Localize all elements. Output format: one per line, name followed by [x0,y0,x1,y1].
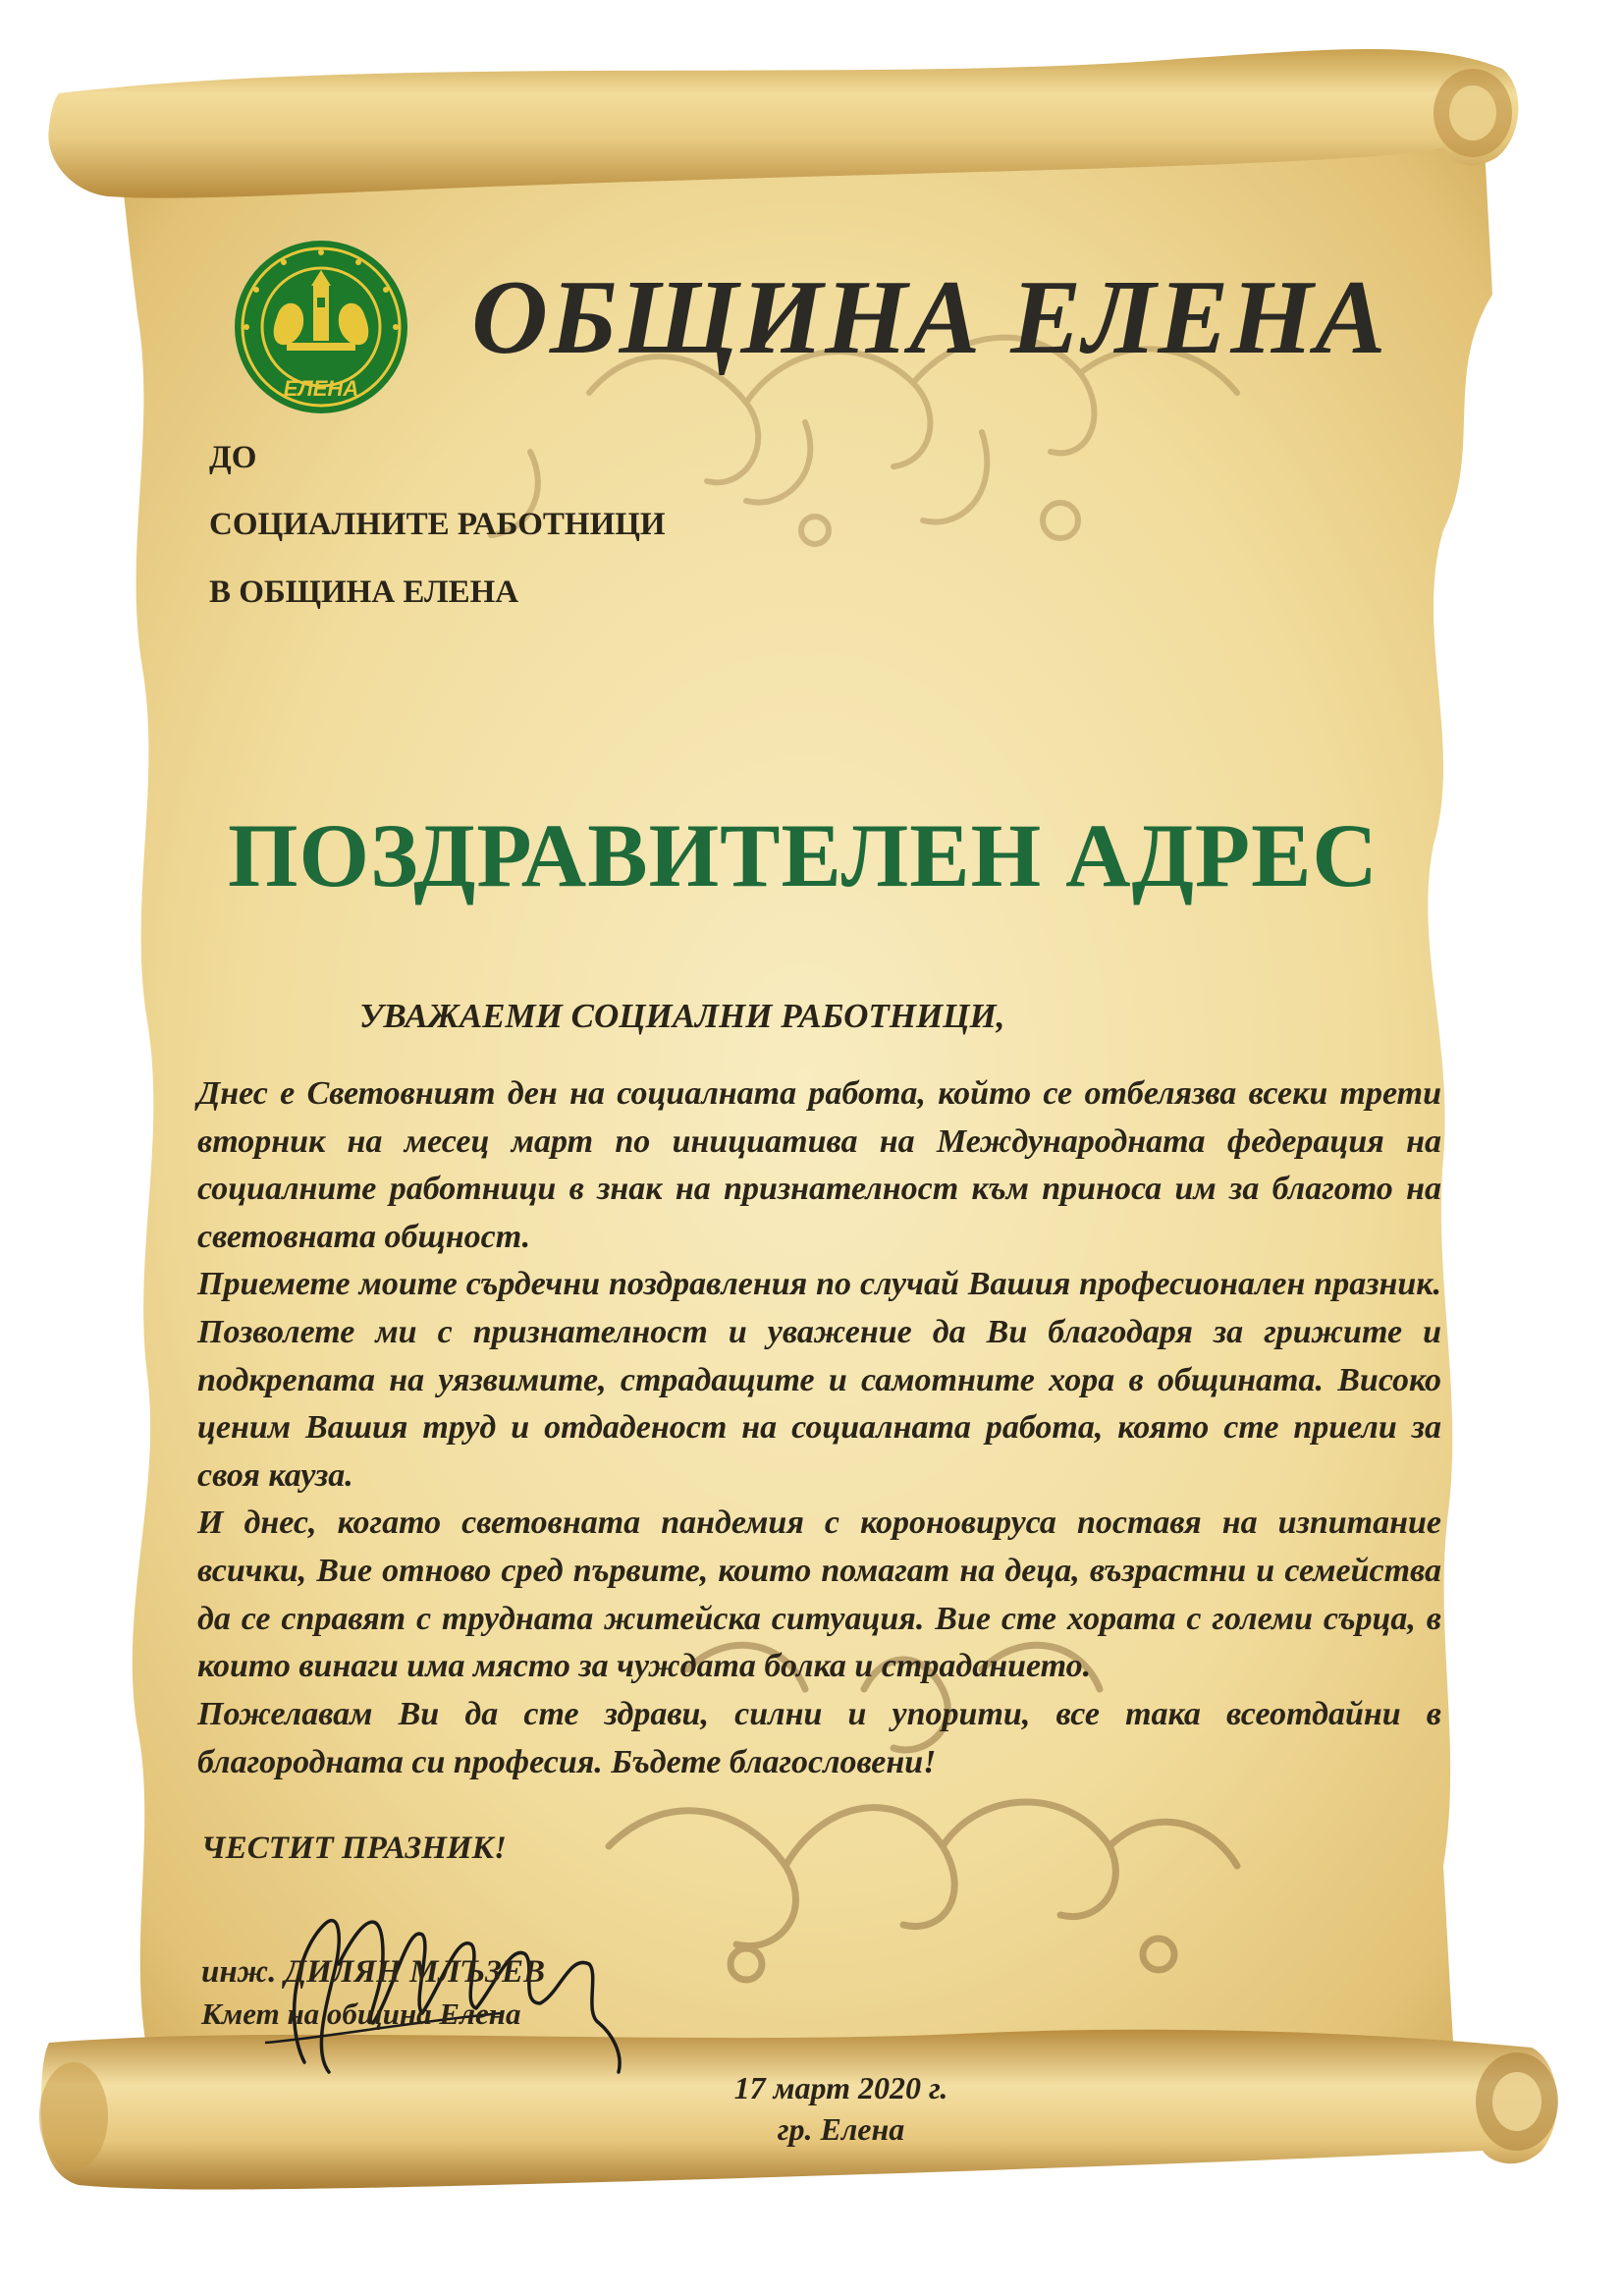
letter-paragraph: И днес, когато световната пандемия с короновируса поставя на изпитание всички, Вие отново сред първите, които помагат на деца, възрастни и семейства да се справят с трудната житейска ситуация. Вие сте хората с големи сърца, в които винаги има място за чуждата болка и страданието. [197,1504,1441,1685]
recipient-line: ДО [209,440,257,475]
recipient-line: СОЦИАЛНИТЕ РАБОТНИЦИ [209,507,666,542]
closing-greeting: ЧЕСТИТ ПРАЗНИК! [201,1831,507,1866]
recipient-line: В ОБЩИНА ЕЛЕНА [209,574,519,610]
letter-paragraph: Днес е Световният ден на социалната работа, който се отбелязва всеки трети вторник на месец март по инициатива на Международната федерация на социалните работници в знак на признателност към приноса им за благото на световната общност. [197,1075,1441,1255]
salutation: УВАЖАЕМИ СОЦИАЛНИ РАБОТНИЦИ, [359,997,1005,1035]
letter-body [197,1070,1441,1786]
document-place: гр. Елена [777,2111,905,2147]
logo-label: ЕЛЕНА [283,376,359,401]
signatory-name: инж. ДИЛЯН МЛЪЗЕВ [201,1954,545,1990]
municipality-title: ОБЩИНА ЕЛЕНА [471,259,1388,376]
document-date: 17 март 2020 г. [733,2070,948,2105]
letter-paragraph: Приемете моите сърдечни поздравления по случай Вашия професионален празник. Позволете ми с признателност и уважение да Ви благодаря за грижите и подкрепата на уязвимите, страдащите и самотните хора в общината. Високо ценим Вашия труд и отдаденост на социалната работа, която сте приели за своя кауза. [197,1266,1441,1494]
letter-paragraph: Пожелавам Ви да сте здрави, силни и упорити, все така всеотдайни в благородната си професия. Бъдете благословени! [197,1695,1441,1780]
municipality-logo [233,239,409,415]
document-heading: ПОЗДРАВИТЕЛЕН АДРЕС [228,805,1379,905]
signatory-title: Кмет на община Елена [201,1996,521,2031]
